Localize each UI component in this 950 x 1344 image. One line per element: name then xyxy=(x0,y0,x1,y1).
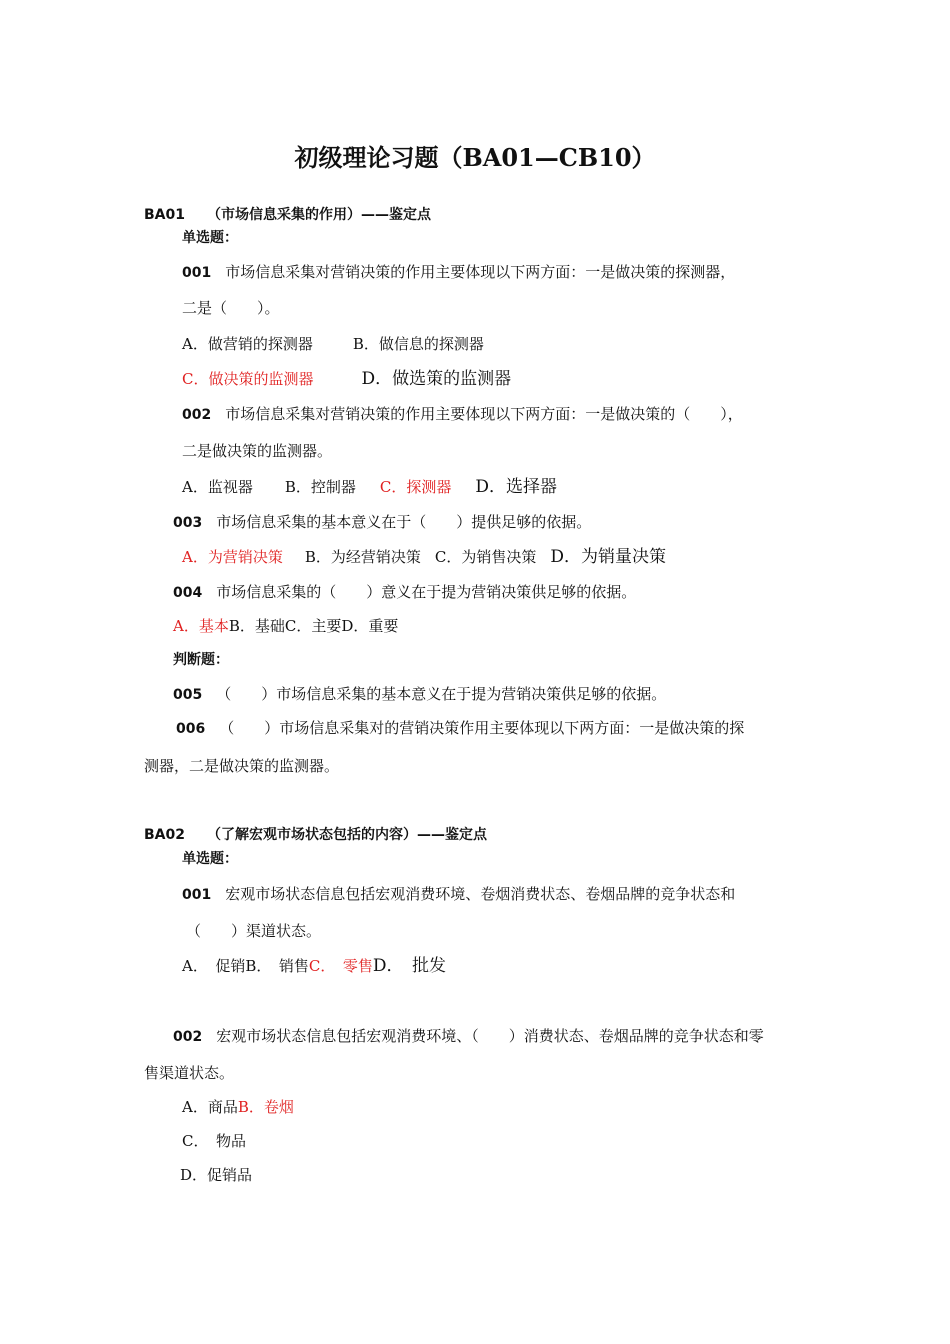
question-number: 006 xyxy=(176,721,206,737)
question-number: 001 xyxy=(182,265,212,281)
section-heading-ba02 xyxy=(144,824,487,845)
question-text-cont: 售渠道状态。 xyxy=(144,1064,235,1082)
option-d: D．做选策的监测器 xyxy=(361,369,512,389)
question-number: 004 xyxy=(173,585,203,601)
option-d: D． 批发 xyxy=(372,956,446,976)
option-c: C． 物品 xyxy=(182,1132,246,1150)
section-title: （了解宏观市场状态包括的内容）——鉴定点 xyxy=(207,827,487,843)
section-heading-ba01 xyxy=(144,204,431,225)
section-code: BA01 xyxy=(144,207,185,223)
question-text-cont: 二是做决策的监测器。 xyxy=(182,442,333,460)
option-d: D．促销品 xyxy=(180,1166,253,1184)
option-b: B．控制器 xyxy=(284,478,356,496)
option-d: D．为销量决策 xyxy=(550,547,666,567)
section-title: （市场信息采集的作用）——鉴定点 xyxy=(207,207,431,223)
option-d: D．选择器 xyxy=(475,477,557,497)
option-b: B．为经营销决策 xyxy=(304,548,421,566)
option-b-answer: B．卷烟 xyxy=(237,1098,294,1116)
option-b: B． 销售 xyxy=(245,957,309,975)
question-ba01-002 xyxy=(182,404,743,425)
question-text-cont: 二是（ ）。 xyxy=(182,299,280,317)
question-number: 005 xyxy=(173,687,203,703)
question-text: （ ）市场信息采集对的营销决策作用主要体现以下两方面：一是做决策的探 xyxy=(219,719,745,737)
options-ba01-001-cd xyxy=(182,369,511,389)
question-number: 003 xyxy=(173,515,203,531)
question-number: 001 xyxy=(182,887,212,903)
question-ba01-003 xyxy=(173,512,591,533)
question-number: 002 xyxy=(173,1029,203,1045)
options-ba01-002 xyxy=(182,477,557,497)
question-text: 市场信息采集的基本意义在于（ ）提供足够的依据。 xyxy=(216,513,592,531)
question-ba01-005 xyxy=(173,684,666,705)
question-ba01-001 xyxy=(182,262,735,283)
question-text: 市场信息采集的（ ）意义在于提为营销决策供足够的依据。 xyxy=(216,583,637,601)
option-c: C．为销售决策 xyxy=(434,548,537,566)
question-text-cont: （ ）渠道状态。 xyxy=(186,922,322,940)
option-c-answer: C． 零售 xyxy=(308,957,373,975)
option-b: B．基础 xyxy=(228,617,285,635)
question-ba01-004 xyxy=(173,582,636,603)
option-a-answer: A．为营销决策 xyxy=(182,548,283,566)
question-text: 市场信息采集对营销决策的作用主要体现以下两方面：一是做决策的（ ）， xyxy=(225,405,743,423)
option-a: A． 促销 xyxy=(182,957,246,975)
question-text: 宏观市场状态信息包括宏观消费环境、卷烟消费状态、卷烟品牌的竞争状态和 xyxy=(225,885,736,903)
question-text: 宏观市场状态信息包括宏观消费环境、（ ）消费状态、卷烟品牌的竞争状态和零 xyxy=(216,1027,764,1045)
question-number: 002 xyxy=(182,407,212,423)
options-ba01-004 xyxy=(173,616,398,636)
option-c-answer: C．探测器 xyxy=(379,478,452,496)
option-d: D．重要 xyxy=(341,617,399,635)
single-choice-label: 单选题： xyxy=(182,230,238,246)
option-a-answer: A．基本 xyxy=(173,617,229,635)
question-text-cont: 测器，二是做决策的监测器。 xyxy=(144,757,340,775)
options-ba02-002-ab xyxy=(182,1097,294,1117)
option-c-answer: C．做决策的监测器 xyxy=(182,370,314,388)
options-ba01-001 xyxy=(182,334,484,354)
options-ba01-003 xyxy=(182,547,666,567)
option-a: A．商品 xyxy=(182,1098,238,1116)
question-ba02-002 xyxy=(173,1026,764,1047)
question-text: （ ）市场信息采集的基本意义在于提为营销决策供足够的依据。 xyxy=(216,685,667,703)
option-a: A．做营销的探测器 xyxy=(182,335,313,353)
option-c: C．主要 xyxy=(284,617,342,635)
judge-label: 判断题： xyxy=(173,652,229,668)
section-code: BA02 xyxy=(144,827,185,843)
option-a: A．监视器 xyxy=(182,478,253,496)
single-choice-label: 单选题： xyxy=(182,851,238,867)
option-b: B．做信息的探测器 xyxy=(352,335,484,353)
question-ba02-001 xyxy=(182,884,735,905)
options-ba02-001 xyxy=(182,956,446,976)
page-title: 初级理论习题（BA01—CB10） xyxy=(294,143,656,172)
question-ba01-006 xyxy=(176,718,744,739)
question-text: 市场信息采集对营销决策的作用主要体现以下两方面：一是做决策的探测器， xyxy=(225,263,736,281)
